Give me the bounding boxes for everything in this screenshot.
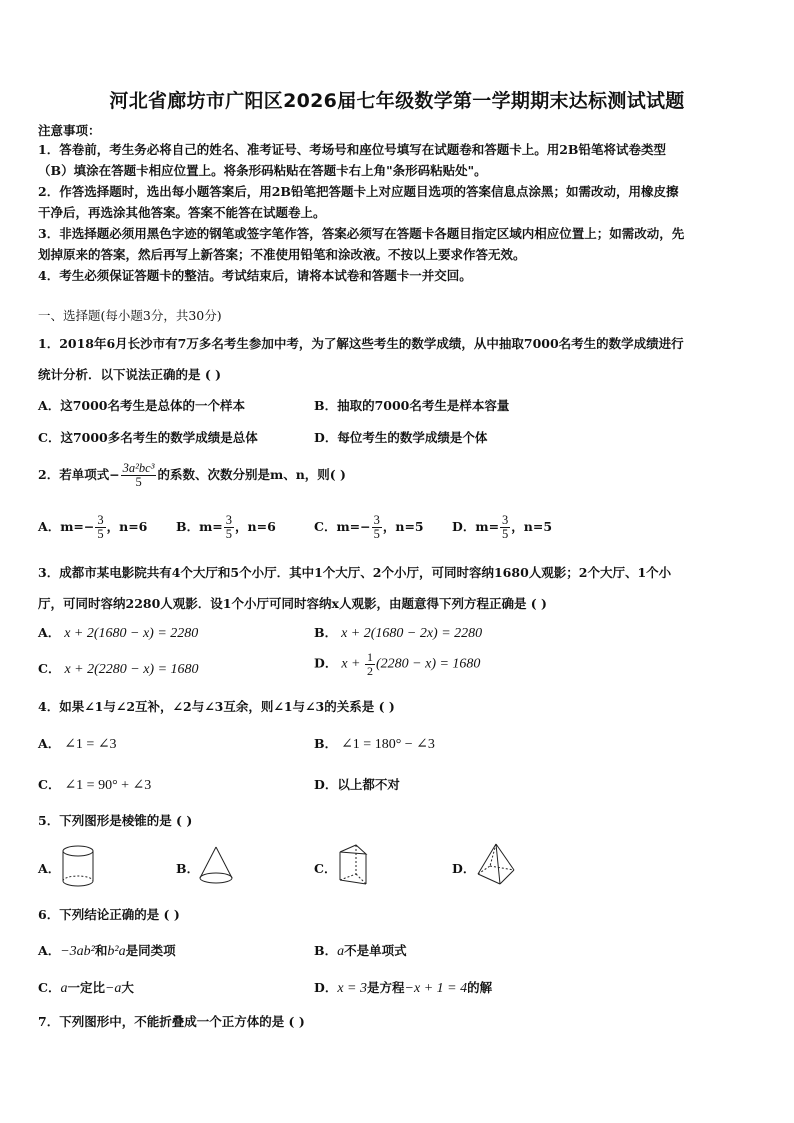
q2-denominator: 5: [135, 475, 142, 490]
q4-a-label: A．: [38, 736, 61, 751]
q2-d-suffix: ，n=5: [511, 519, 553, 535]
q6-c-label: C．: [38, 980, 61, 995]
q5-option-d-label: D．: [452, 861, 476, 876]
notice-heading: 注意事项：: [38, 123, 101, 138]
exam-title: 河北省廊坊市广阳区2026届七年级数学第一学期期末达标测试试题: [109, 90, 685, 112]
q5-option-c-label: C．: [314, 861, 337, 876]
q2-option-c: [314, 514, 424, 541]
q4-c-label: C．: [38, 777, 61, 792]
q4-b-expr: ∠1 = 180° − ∠3: [341, 737, 435, 752]
q2-b-suffix: ，n=6: [235, 519, 276, 535]
q6-stem: 6．下列结论正确的是 ( ): [38, 907, 180, 922]
notice-line-4: 干净后，再选涂其他答案。答案不能答在试题卷上。: [38, 205, 326, 220]
q1-stem-line2: 统计分析．以下说法正确的是 ( ): [38, 367, 222, 382]
q1-option-a: A．这7000名考生是总体的一个样本: [38, 398, 245, 413]
q3-d-prefix: x +: [341, 656, 364, 672]
q6-b-term: a: [337, 944, 345, 959]
q6-c-term1: a: [60, 981, 68, 996]
q3-b-equation: x + 2(1680 − 2x) = 2280: [341, 626, 483, 641]
cone-figure: [196, 843, 236, 889]
q6-d-term1: x = 3: [337, 981, 368, 996]
q6-c-term2: −a: [104, 981, 122, 996]
q3-option-b: [314, 623, 482, 642]
q6-d-term2: −x + 1 = 4: [404, 981, 468, 996]
notice-line-1: 1．答卷前，考生务必将自己的姓名、准考证号、考场号和座位号填写在试题卷和答题卡上。用2B铅笔将试卷类型: [38, 142, 666, 157]
q6-option-c: [38, 978, 134, 997]
q5-option-a-label: A．: [38, 861, 61, 876]
q4-b-label: B．: [314, 736, 338, 751]
q4-stem: 4．如果∠1与∠2互补，∠2与∠3互余，则∠1与∠3的关系是 ( ): [38, 699, 395, 714]
q6-d-suffix: 的解: [467, 980, 493, 995]
notice-line-6: 划掉原来的答案，然后再写上新答案；不准使用铅笔和涂改液。不按以上要求作答无效。: [38, 247, 526, 262]
section-heading: 一、选择题(每小题3分，共30分): [38, 308, 222, 323]
q3-d-num: 1: [367, 650, 373, 664]
q2-a-num: 3: [97, 513, 104, 527]
triangular-prism-figure: [334, 840, 374, 890]
q2-b-num: 3: [225, 513, 233, 527]
q6-d-label: D．: [314, 980, 338, 995]
q2-d-prefix: D．m=: [452, 519, 500, 535]
q3-stem-line1: 3．成都市某电影院共有4个大厅和5个小厅．其中1个大厅、2个小厅，可同时容纳1680人观影；2个大厅、1个小: [38, 565, 672, 580]
q2-a-suffix: ，n=6: [106, 519, 148, 535]
q4-option-b: [314, 734, 435, 753]
q1-option-b: B．抽取的7000名考生是样本容量: [314, 398, 510, 413]
notice-line-7: 4．考生必须保证答题卡的整洁。考试结束后，请将本试卷和答题卡一并交回。: [38, 268, 472, 283]
q2-stem-prefix: 2．若单项式−: [38, 467, 120, 483]
q6-a-connector: 和: [94, 943, 108, 958]
q3-d-fraction: [365, 651, 375, 677]
q2-c-num: 3: [373, 513, 380, 527]
q2-b-fraction: [224, 514, 234, 541]
q2-c-den: 5: [373, 527, 380, 542]
q1-stem-line1: 1．2018年6月长沙市有7万多名考生参加中考，为了解这些考生的数学成绩，从中抽取7000名考生的数学成绩进行: [38, 336, 684, 351]
q3-d-den: 2: [367, 663, 373, 678]
q4-option-d: D．以上都不对: [314, 777, 400, 792]
q2-c-suffix: ，n=5: [382, 519, 424, 535]
q2-a-den: 5: [97, 527, 104, 542]
q4-option-a: [38, 734, 117, 753]
q2-stem: [38, 462, 346, 489]
q1-option-d: D．每位考生的数学成绩是个体: [314, 430, 488, 445]
pyramid-figure: [472, 840, 520, 890]
q4-option-c: [38, 775, 151, 794]
q3-option-a: [38, 623, 198, 642]
q6-d-connector: 是方程: [367, 980, 405, 995]
q6-option-b: [314, 941, 407, 960]
q6-b-suffix: 不是单项式: [344, 943, 407, 958]
q6-a-suffix: 是同类项: [125, 943, 176, 958]
q3-option-d: [314, 651, 480, 677]
q1-option-c: C．这7000多名考生的数学成绩是总体: [38, 430, 258, 445]
q2-option-a: [38, 514, 147, 541]
q6-b-label: B．: [314, 943, 338, 958]
q2-option-d: [452, 514, 552, 541]
q2-b-prefix: B．m=: [176, 519, 223, 535]
q6-a-term1: −3ab²: [60, 944, 95, 959]
q6-option-a: [38, 941, 176, 960]
q2-d-den: 5: [502, 527, 509, 542]
q2-a-fraction: [95, 514, 105, 541]
q6-c-connector: 一定比: [67, 980, 105, 995]
q6-option-d: [314, 978, 492, 997]
q6-a-term2: b²a: [107, 944, 126, 959]
q2-fraction: [121, 462, 157, 489]
q7-stem: 7．下列图形中，不能折叠成一个正方体的是 ( ): [38, 1014, 305, 1029]
q2-stem-suffix: 的系数、次数分别是m、n，则( ): [157, 467, 346, 483]
q2-c-prefix: C．m=−: [314, 519, 371, 535]
q6-a-label: A．: [38, 943, 61, 958]
q3-a-label: A．: [38, 625, 61, 640]
q2-d-fraction: [500, 514, 510, 541]
q2-c-fraction: [372, 514, 382, 541]
q4-a-expr: ∠1 = ∠3: [64, 737, 117, 752]
q2-option-b: [176, 514, 276, 541]
q3-stem-line2: 厅，可同时容纳2280人观影．设1个小厅可同时容纳x人观影，由题意得下列方程正确是 ( ): [38, 596, 547, 611]
q2-d-num: 3: [502, 513, 509, 527]
notice-line-3: 2．作答选择题时，选出每小题答案后，用2B铅笔把答题卡上对应题目选项的答案信息点涂黑；如需改动，用橡皮擦: [38, 184, 679, 199]
cylinder-figure: [58, 843, 98, 889]
q2-numerator: 3a²bc³: [122, 461, 155, 475]
q3-option-c: [38, 659, 199, 678]
q3-c-label: C．: [38, 661, 61, 676]
q3-d-suffix: (2280 − x) = 1680: [376, 656, 481, 672]
q3-d-label: D．: [314, 655, 338, 671]
q5-option-b-label: B．: [176, 861, 200, 876]
notice-line-5: 3．非选择题必须用黑色字迹的钢笔或签字笔作答，答案必须写在答题卡各题目指定区域内相应位置上；如需改动，先: [38, 226, 685, 241]
q2-b-den: 5: [225, 527, 233, 542]
q5-stem: 5．下列图形是棱锥的是 ( ): [38, 813, 193, 828]
notice-line-2: （B）填涂在答题卡相应位置上。将条形码粘贴在答题卡右上角"条形码粘贴处"。: [38, 163, 487, 178]
q3-a-equation: x + 2(1680 − x) = 2280: [64, 626, 199, 641]
q3-c-equation: x + 2(2280 − x) = 1680: [64, 662, 199, 677]
q2-a-prefix: A．m=−: [38, 519, 95, 535]
q6-c-suffix: 大: [121, 980, 134, 995]
q3-b-label: B．: [314, 625, 338, 640]
q4-c-expr: ∠1 = 90° + ∠3: [64, 778, 152, 793]
